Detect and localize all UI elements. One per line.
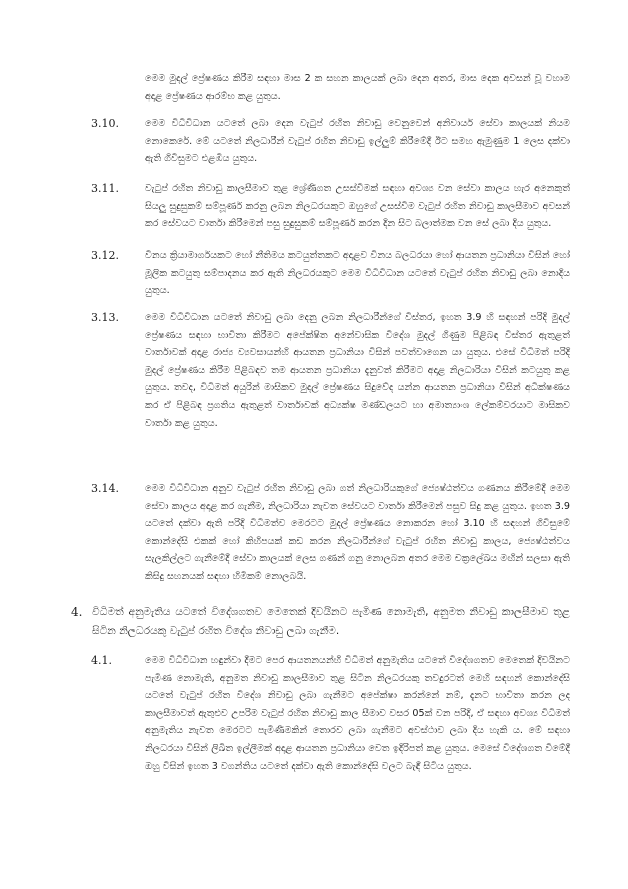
clause-text-3-10: මෙම විධිවිධාන යටතේ ලබා දෙන වැටුප් රහිත නිවාඩු වෙනුවෙන් අනිවාර්ය සේවා කාලයක් නියම නොකෙරේ. මේ යටතේ නිලධාරීන් වැටුප් රහිත නිවාඩු ඉල්ලුම් කිරීමේදී ඊට සමහ ඇමුණුම 1 ලෙස දක්වා ඇති ගිවිසුමට එළඹිය යුතුය. [145,118,570,165]
clause-number-3-12: 3.12. [91,249,119,262]
section-4-heading: විධිමත් අනුමැතිය යටතේ විදේශගතව මෙතෙක් දිවයිනට පැමිණ නොමැති, අනුමත නිවාඩු කාලසීමාව තුළ සිටින නිලධරයකු වැටුප් රහිත විදේශ නිවාඩු ලබා ගැනීම. [92,606,570,637]
clause-text-3-11: වැටුප් රහිත නිවාඩු කාලසීමාව තුළ ශ්‍රේණිගත උසස්වීමක් සඳහා අවශ්‍ය වන සේවා කාලය හැර අනෙකුත් සියලු සුදුසුකම් සම්පූර්ණ කරනු ලබන නිලධරයකුට ඔහුගේ උසස්වීම වැටුප් රහිත නිවාඩු කාලසීමාව අවසන් කර සේවයට වාර්තා කිරීමෙන් පසු සුදුසුකම් සම්පූර්ණ කරන දින සිට බලාත්මක වන සේ ලබා දිය යුතුය. [145,183,570,230]
section-4-number: 4. [71,605,83,619]
clause-text-4-1: මෙම විධිවිධාන හඳුන්වා දීමට පෙර ආයතනයන්හි විධිමත් අනුමැතිය යටතේ විදේශගතව මෙතෙක් දිවයිනට පැමිණ නොමැති, අනුමත නිවාඩු කාලසීමාව තුළ සිටින නිලධරයකු තවදුරටත් මෙහි සඳහන් කොන්දේසි යටතේ වැටුප් රහිත විදේශ නිවාඩු ලබා ගැනීමට අපේක්ෂා කරන්නේ නම්, දැනට භාවිතා කරන ලද කාලසීමාවත් ඇතුළුව උපරිම වැටුප් රහිත නිවාඩු කාල සීමාව වසර 05ක් වන පරිදි, ඒ සඳහා අවශ්‍ය විධිමත් අනුමැතිය නැවත මෙරටට පැමිණීමකින් තොරව ලබා ගැනීමට අවස්ථාව ලබා දිය හැකි ය. මේ සඳහා නිලධරයා විසින් ලිඛිත ඉල්ලීමක් අදාළ ආයතන ප්‍රධානියා වෙත ඉදිරිපත් කළ යුතුය. මෙසේ විදේශගත වීමේදී ඔහු විසින් ඉහත 3 වගන්තිය යටතේ දක්වා ඇති කොන්දේසි වලට බැඳී සිටිය යුතුය. [145,655,570,772]
clause-number-3-14: 3.14. [91,482,119,495]
clause-number-3-13: 3.13. [91,311,119,324]
clause-number-4-1: 4.1. [91,654,112,667]
clause-text-3-14: මෙම විධිවිධාන අනුව වැටුප් රහිත නිවාඩු ලබා ගත් නිලධාරියකුගේ ජ්‍යෙෂ්ඨත්වය ගණනය කිරීමේදී මෙම සේවා කාලය අදාළ කර ගැනීම, නිලධාරියා නැවත සේවයට වාර්තා කිරීමෙන් පසුව සිදු කළ යුතුය. ඉහත 3.9 යටතේ දක්වා ඇති පරිදි විධිමත්ව මෙරටට මුදල් ප්‍රේෂණය නොකරන හෝ 3.10 හි සඳහන් ගිවිසුමේ කොන්දේසි එකක් හෝ කිහිපයක් කඩ කරන නිලධාරීන්ගේ වැටුප් රහිත නිවාඩු කාලය, ජ්‍යෙෂ්ඨත්වය සැලකිල්ලට ගැනීමේදී සේවා කාලයක් ලෙස ගණන් ගනු නොලබන අතර මෙම චක්‍රලේඛය මඟින් සලසා ඇති කිසිදු සහනයක් සඳහා හිමිකම් නොලබයි. [145,483,570,582]
clause-text-3-12: විනය ක්‍රියාමාර්ගයකට හෝ නීතිමය කටයුත්තකට අදාළව විනය බලධරයා හෝ ආයතන ප්‍රධානියා විසින් හෝ මූලික කටයුතු සම්පාදනය කර ඇති නිලධරයකුට මෙම විධිවිධාන යටතේ වැටුප් රහිත නිවාඩු ලබා නොදිය යුතුය. [145,250,570,297]
continuation-paragraph: මෙම මුදල් ප්‍රේෂණය කිරීම සඳහා මාස 2 ක සහන කාලයක් ලබා දෙන අතර, මාස දෙක අවසන් වූ වහාම අදාළ ප්‍රේෂණය ආරම්භ කළ යුතුය. [145,73,570,102]
clause-text-3-13: මෙම විධිවිධාන යටතේ නිවාඩු ලබා දෙනු ලබන නිලධාරීන්ගේ විස්තර, ඉහත 3.9 හි සඳහන් පරිදි මුදල් ප්‍රේෂණය සඳහා භාවිතා කිරීමට අපේක්ෂිත අනේවාසික විදේශ මුදල් ගිණුම පිළිබඳ විස්තර ඇතුළත් වාර්තාවක් අදාළ රාජ්‍ය ව්‍යවසායන්හි ආයතන ප්‍රධානියා විසින් පවත්වාගෙන යා යුතුය. එසේ විධිමත් පරිදි මුදල් ප්‍රේෂණය කිරීම පිළිබඳව තම ආයතන ප්‍රධානියා දැනුවත් කිරීමට අදාළ නිලධාරියා විසින් කටයුතු කළ යුතුය. තවද, විධිමත් අයුරින් මාසිකව මුදල් ප්‍රේෂණය සිදුවේද යන්න ආයතන ප්‍රධානියා විසින් අධීක්ෂණය කර ඒ පිළිබඳ ප්‍රගතිය ඇතුළත් වාර්තාවක් අධ්‍යක්ෂ මණ්ඩලයට හා අමාත්‍යාංශ ලේකම්වරයාට මාසිකව වාර්තා කළ යුතුය. [145,312,570,429]
clause-number-3-10: 3.10. [91,117,119,130]
clause-number-3-11: 3.11. [91,182,119,195]
